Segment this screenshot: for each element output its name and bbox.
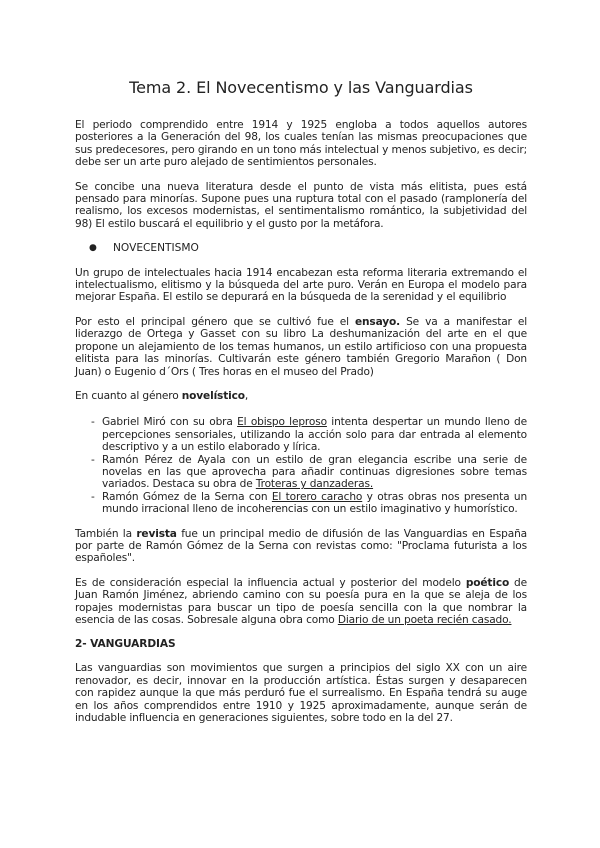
paragraph-magazine: También la revista fue un principal medio de difusión de las Vanguardias en España por parte de Ramón Gómez de la Serna con revistas como: "Proclama futurista a los españoles". <box>75 527 527 565</box>
underlined-title: Troteras y danzaderas. <box>255 478 374 491</box>
bold-term: revista <box>136 527 177 540</box>
underlined-title: El obispo leproso <box>237 416 327 429</box>
dash-marker: - <box>91 416 95 429</box>
paragraph-essay: Por esto el principal género que se cultivó fue el ensayo. Se va a manifestar el liderazgo de Ortega y Gasset con su libro La deshumanización del arte en el que propone un alejamiento de los temas humanos, un estilo artificioso con una propuesta elitista para las minorías. Cultivarán este género también Gregorio Marañon ( Don Juan) o Eugenio d´Ors ( Tres horas en el museo del Prado) <box>75 315 527 378</box>
paragraph-novel: En cuanto al género novelístico, <box>75 389 249 402</box>
paragraph-vanguardias: Las vanguardias son movimientos que surgen a principios del siglo XX con un aire renovador, es decir, innovar en la producción artística. Éstas surgen y desaparecen con rapidez aunque la que más perduró fue el surrealismo. En España tendrá su auge en los años comprendidos entre 1910 y 1925 aproximadamente, aunque serán de indudable influencia en generaciones siguientes, sobre todo en la del 27. <box>75 662 527 725</box>
section-heading-vanguardias: 2- VANGUARDIAS <box>75 638 176 651</box>
page-title: Tema 2. El Novecentismo y las Vanguardias <box>129 78 473 97</box>
underlined-title: El torero caracho <box>271 490 363 503</box>
list-item: - Ramón Pérez de Ayala con un estilo de gran elegancia escribe una serie de novelas en las que aprovecha para añadir continuas digresiones sobre temas variados. Destaca su obra de Troteras y danzaderas. <box>75 454 527 491</box>
paragraph-intellectuals: Un grupo de intelectuales hacia 1914 encabezan esta reforma literaria extremando el intelectualismo, elitismo y la búsqueda del arte puro. Verán en Europa el modelo para mejorar España. El estilo se depurará en la búsqueda de la serenidad y el equilibrio <box>75 266 527 304</box>
dash-marker: - <box>91 490 95 503</box>
novelist-list <box>75 416 527 515</box>
section-title: NOVECENTISMO <box>113 242 199 255</box>
underlined-title: Diario de un poeta recién casado. <box>337 614 512 626</box>
list-item: - Gabriel Miró con su obra El obispo leproso intenta despertar un mundo lleno de percepciones sensoriales, utilizando la acción solo para dar entrada al elemento descriptivo y a un estilo elaborado y lírica. <box>75 416 527 453</box>
paragraph-literature: Se concibe una nueva literatura desde el punto de vista más elitista, pues está pensado para minorías. Supone pues una ruptura total con el pasado (ramplonería del realismo, los excesos modernistas, el sentimentalismo romántico, la subjetividad del 98) El estilo buscará el equilibrio y el gusto por la metáfora. <box>75 180 527 230</box>
paragraph-poetry: Es de consideración especial la influencia actual y posterior del modelo poético de Juan Ramón Jiménez, abriendo camino con su poesía pura en la que se aleja de los ropajes modernistas para buscar un tipo de poesía sencilla con la que nombrar la esencia de las cosas. Sobresale alguna obra como Diario de un poeta recién casado. <box>75 576 527 626</box>
bold-term: poético <box>465 576 510 589</box>
list-item: - Ramón Gómez de la Serna con El torero caracho y otras obras nos presenta un mundo irracional lleno de incoherencias con un estilo imaginativo y humorístico. <box>75 491 527 516</box>
document-page <box>75 70 527 736</box>
section-heading-novecentismo <box>75 242 527 254</box>
bullet-icon: ● <box>89 243 97 254</box>
paragraph-intro: El periodo comprendido entre 1914 y 1925 engloba a todos aquellos autores posteriores a la Generación del 98, los cuales tenían las mismas preocupaciones que sus predecesores, pero girando en un tono más intelectual y menos subjetivo, es decir; debe ser un arte puro alejado de sentimientos personales. <box>75 119 527 169</box>
bold-term: ensayo. <box>355 315 401 328</box>
bold-term: novelístico <box>181 389 245 402</box>
dash-marker: - <box>91 453 95 466</box>
